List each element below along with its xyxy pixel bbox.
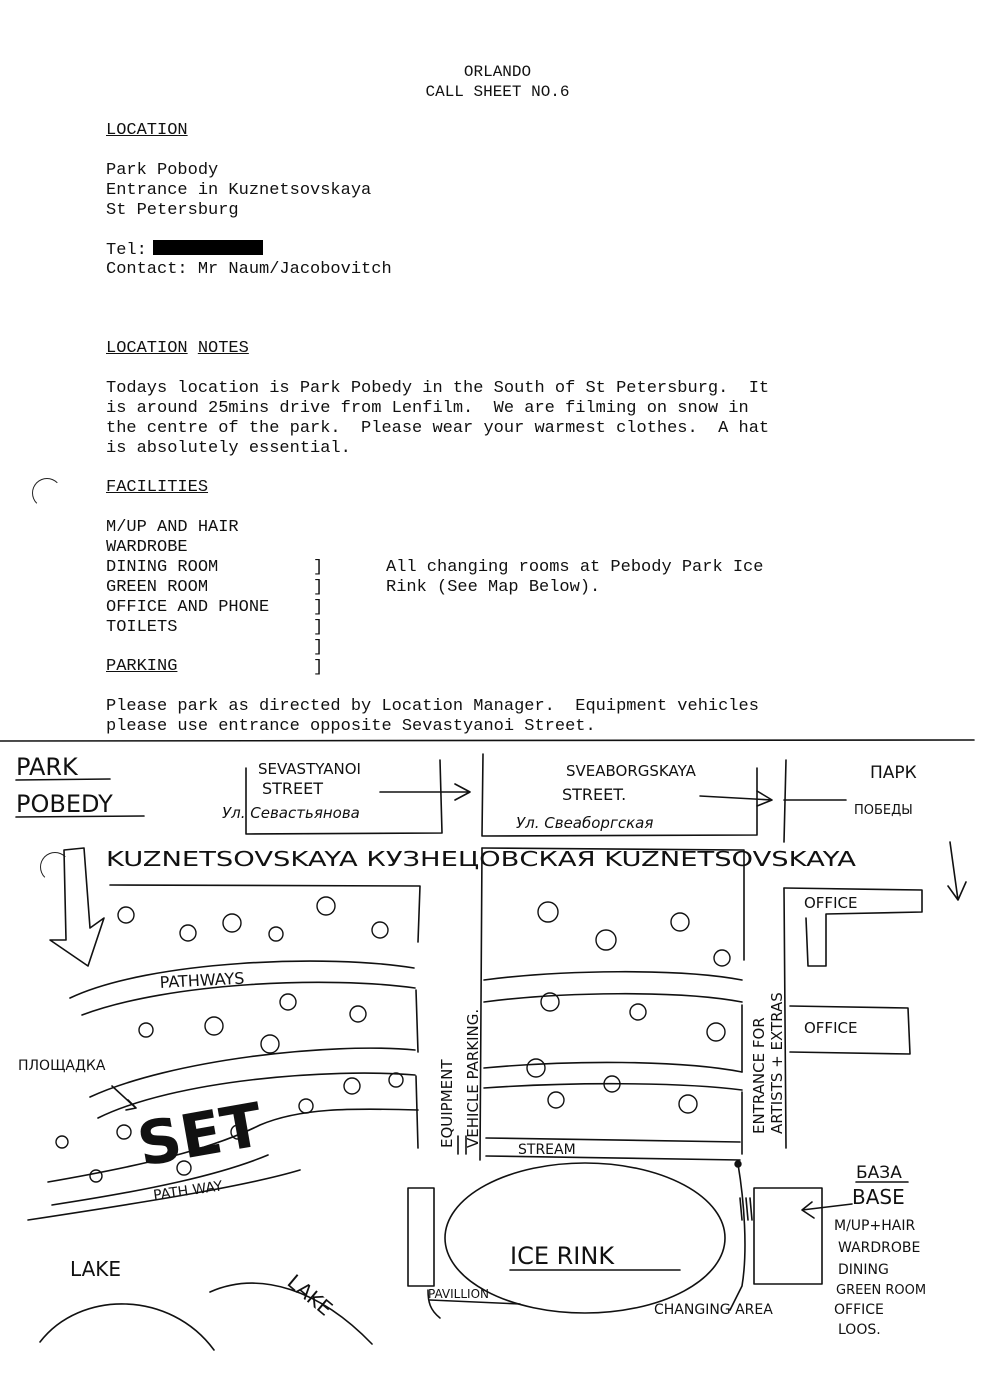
ploshchadka-label: ПЛОЩАДКА	[18, 1058, 106, 1074]
tree-icon	[344, 1078, 360, 1094]
heading-word: NOTES	[197, 339, 249, 358]
notes-line: Todays location is Park Pobedy in the South of St Petersburg. It	[106, 379, 770, 398]
stream-label: STREAM	[518, 1142, 576, 1158]
tree-icon	[299, 1099, 313, 1113]
lake-label: LAKE	[70, 1257, 122, 1281]
street-label: STREET	[262, 779, 324, 798]
pathway-line	[484, 972, 742, 980]
changing-area-label: CHANGING AREA	[654, 1302, 773, 1318]
location-heading: LOCATION	[106, 121, 188, 140]
set-label: SET	[132, 1090, 268, 1181]
location-line: Entrance in Kuznetsovskaya	[106, 181, 372, 200]
base-label-ru: БАЗА	[856, 1163, 902, 1183]
street-label-ru: Ул. Свеаборгская	[516, 814, 654, 832]
facility-item: DINING ROOM	[106, 558, 219, 577]
park-pobedy-label: POBEDY	[16, 790, 113, 818]
tel-line	[106, 240, 263, 261]
tree-icon	[671, 913, 689, 931]
tree-icon	[707, 1023, 725, 1041]
facility-item: OFFICE AND PHONE	[106, 598, 270, 617]
tree-icon	[269, 927, 283, 941]
tree-icon	[679, 1095, 697, 1113]
production-title: ORLANDO	[463, 63, 532, 81]
pavilion-label: PAVILLION	[428, 1287, 489, 1301]
pathway-label: PATH WAY	[152, 1178, 224, 1204]
tree-icon	[280, 994, 296, 1010]
base-facility-item: GREEN ROOM	[836, 1283, 927, 1298]
pathway-line	[484, 1062, 742, 1072]
boundary-line	[730, 1164, 745, 1310]
tree-icon	[223, 914, 241, 932]
tree-icon	[350, 1006, 366, 1022]
park-label-ru: ПАРК	[870, 763, 917, 783]
pavilion-building	[408, 1188, 434, 1286]
map-top-border	[0, 740, 974, 741]
base-facility-item: OFFICE	[834, 1302, 884, 1318]
base-label: BASE	[852, 1185, 905, 1209]
tree-icon	[538, 902, 558, 922]
parking-heading: PARKING	[106, 657, 178, 676]
artists-entrance-label: ENTRANCE FOR	[750, 1017, 768, 1134]
pathway-line	[416, 990, 418, 1052]
street-label-ru: Ул. Севастьянова	[222, 804, 360, 822]
tree-icon	[56, 1136, 68, 1148]
arrow-icon	[700, 791, 772, 806]
facility-item: WARDROBE	[106, 538, 188, 557]
tree-icon	[527, 1059, 545, 1077]
facilities-note: All changing rooms at Pebody Park Ice	[386, 558, 764, 577]
lake-label: LAKE	[282, 1269, 338, 1321]
artists-entrance-label: ARTISTS + EXTRAS	[768, 992, 786, 1134]
facility-item: TOILETS	[106, 618, 178, 637]
tree-icon	[548, 1092, 564, 1108]
tree-icon	[317, 897, 335, 915]
parking-line: please use entrance opposite Sevastyanoi Street.	[106, 717, 596, 736]
parking-line: Please park as directed by Location Manager. Equipment vehicles	[106, 697, 759, 716]
ice-rink-label: ICE RINK	[510, 1242, 615, 1270]
base-facility-item: M/UP+HAIR	[834, 1218, 916, 1234]
arrow-icon	[380, 784, 470, 800]
redacted-phone	[153, 240, 263, 255]
location-notes-heading	[106, 339, 249, 359]
gate-marks	[740, 1198, 752, 1220]
base-facility-item: DINING	[838, 1262, 889, 1278]
base-facility-item: WARDROBE	[838, 1240, 921, 1256]
location-line: St Petersburg	[106, 201, 239, 220]
notes-line: the centre of the park. Please wear your warmest clothes. A hat	[106, 419, 770, 438]
park-label-ru: ПОБЕДЫ	[854, 803, 913, 818]
document-title	[0, 62, 995, 102]
facility-item: GREEN ROOM	[106, 578, 209, 597]
park-pobedy-label: PARK	[16, 753, 78, 781]
location-line: Park Pobody	[106, 161, 219, 180]
tree-icon	[90, 1170, 102, 1182]
tree-icon	[714, 950, 730, 966]
hand-drawn-location-map	[0, 730, 995, 1391]
street-block	[784, 760, 786, 842]
pathway-line	[416, 1076, 418, 1148]
notes-line: is around 25mins drive from Lenfilm. We are filming on snow in	[106, 399, 749, 418]
call-sheet-number: CALL SHEET NO.6	[425, 83, 570, 101]
arrow-icon	[802, 1202, 852, 1218]
street-label: SEVASTYANOI	[258, 760, 361, 778]
punch-hole-mark	[32, 478, 62, 508]
facilities-heading: FACILITIES	[106, 478, 209, 497]
facility-bracket: ] ] ] ] ] ]	[313, 558, 324, 677]
base-facility-item: LOOS.	[838, 1322, 881, 1338]
tree-icon	[139, 1023, 153, 1037]
tree-icon	[261, 1035, 279, 1053]
tree-icon	[117, 1125, 131, 1139]
arrow-icon	[948, 842, 966, 900]
tree-icon	[630, 1004, 646, 1020]
lake-shore	[40, 1304, 214, 1350]
tree-icon	[389, 1073, 403, 1087]
pathway-line	[484, 994, 742, 1002]
office-label: OFFICE	[804, 894, 858, 912]
tree-icon	[205, 1017, 223, 1035]
facilities-list	[106, 518, 269, 638]
street-label: SVEABORGSKAYA	[566, 762, 696, 780]
street-label: STREET.	[562, 785, 627, 804]
equipment-parking-label: VEHICLE PARKING.	[464, 1008, 482, 1148]
marker-dot	[735, 1161, 741, 1167]
heading-word: LOCATION	[106, 339, 188, 358]
pathways-label: PATHWAYS	[159, 968, 245, 992]
office-label: OFFICE	[804, 1019, 858, 1037]
tel-label: Tel:	[106, 241, 147, 260]
north-arrow-icon	[50, 848, 104, 966]
tree-icon	[118, 907, 134, 923]
pathway-line	[484, 1084, 742, 1090]
equipment-parking-label: EQUIPMENT	[438, 1059, 456, 1148]
contact-line: Contact: Mr Naum/Jacobovitch	[106, 260, 392, 279]
tree-icon	[372, 922, 388, 938]
tree-icon	[596, 930, 616, 950]
facility-item: M/UP AND HAIR	[106, 518, 239, 537]
kuznetsovskaya-street-label: KUZNETSOVSKAYA КУЗНЕЦОВСКАЯ KUZNETSOVSKAYA	[106, 847, 857, 871]
notes-line: is absolutely essential.	[106, 439, 351, 458]
tree-icon	[180, 925, 196, 941]
facilities-note: Rink (See Map Below).	[386, 578, 601, 597]
